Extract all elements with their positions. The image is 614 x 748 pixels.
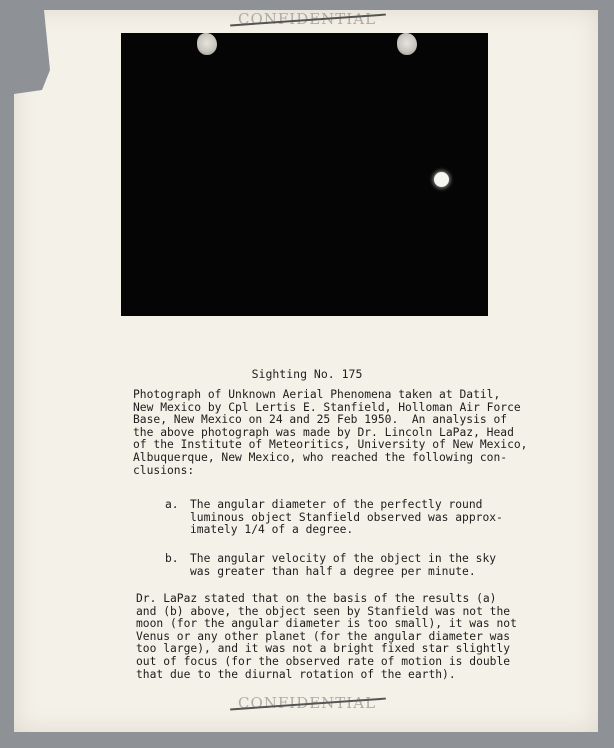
stamp-text-top: CONFIDENTIAL [237, 10, 377, 28]
luminous-object [434, 172, 449, 187]
conclusion-text-b: The angular velocity of the object in the sky was greater than half a degree per minute. [190, 552, 497, 578]
confidential-stamp-bottom [0, 694, 614, 712]
stamp-text-bottom: CONFIDENTIAL [237, 694, 377, 712]
sighting-title: Sighting No. 175 [251, 367, 363, 381]
tape-mark-left [197, 33, 217, 55]
tape-mark-right [397, 33, 417, 55]
intro-paragraph: Photograph of Unknown Aerial Phenomena taken at Datil, New Mexico by Cpl Lertis E. Stanfield, Holloman Air Force Base, New Mexico on 24 and 25 Feb 1950. An analysis of the above photograph was made by Dr. Lincoln LaPaz, Head of the Institute of Meteoritics, University of New Mexico, Albuquerque, New Mexico, who reached the following con- clusions: [133, 388, 528, 477]
night-sky-photograph [121, 33, 488, 316]
conclusion-text-a: The angular diameter of the perfectly round luminous object Stanfield observed was approx- imately 1/4 of a degree. [190, 498, 503, 537]
conclusion-marker-a: a. [165, 498, 179, 511]
confidential-stamp-top [0, 10, 614, 28]
conclusion-marker-b: b. [165, 552, 179, 565]
closing-paragraph: Dr. LaPaz stated that on the basis of the results (a) and (b) above, the object seen by Stanfield was not the moon (for the angular diameter is too small), it was not Venus or any other planet (for the angular diameter was too large), and it was not a bright fixed star slightly out of focus (for the observed rate of motion is double that due to the diurnal rotation of the earth). [136, 592, 517, 681]
